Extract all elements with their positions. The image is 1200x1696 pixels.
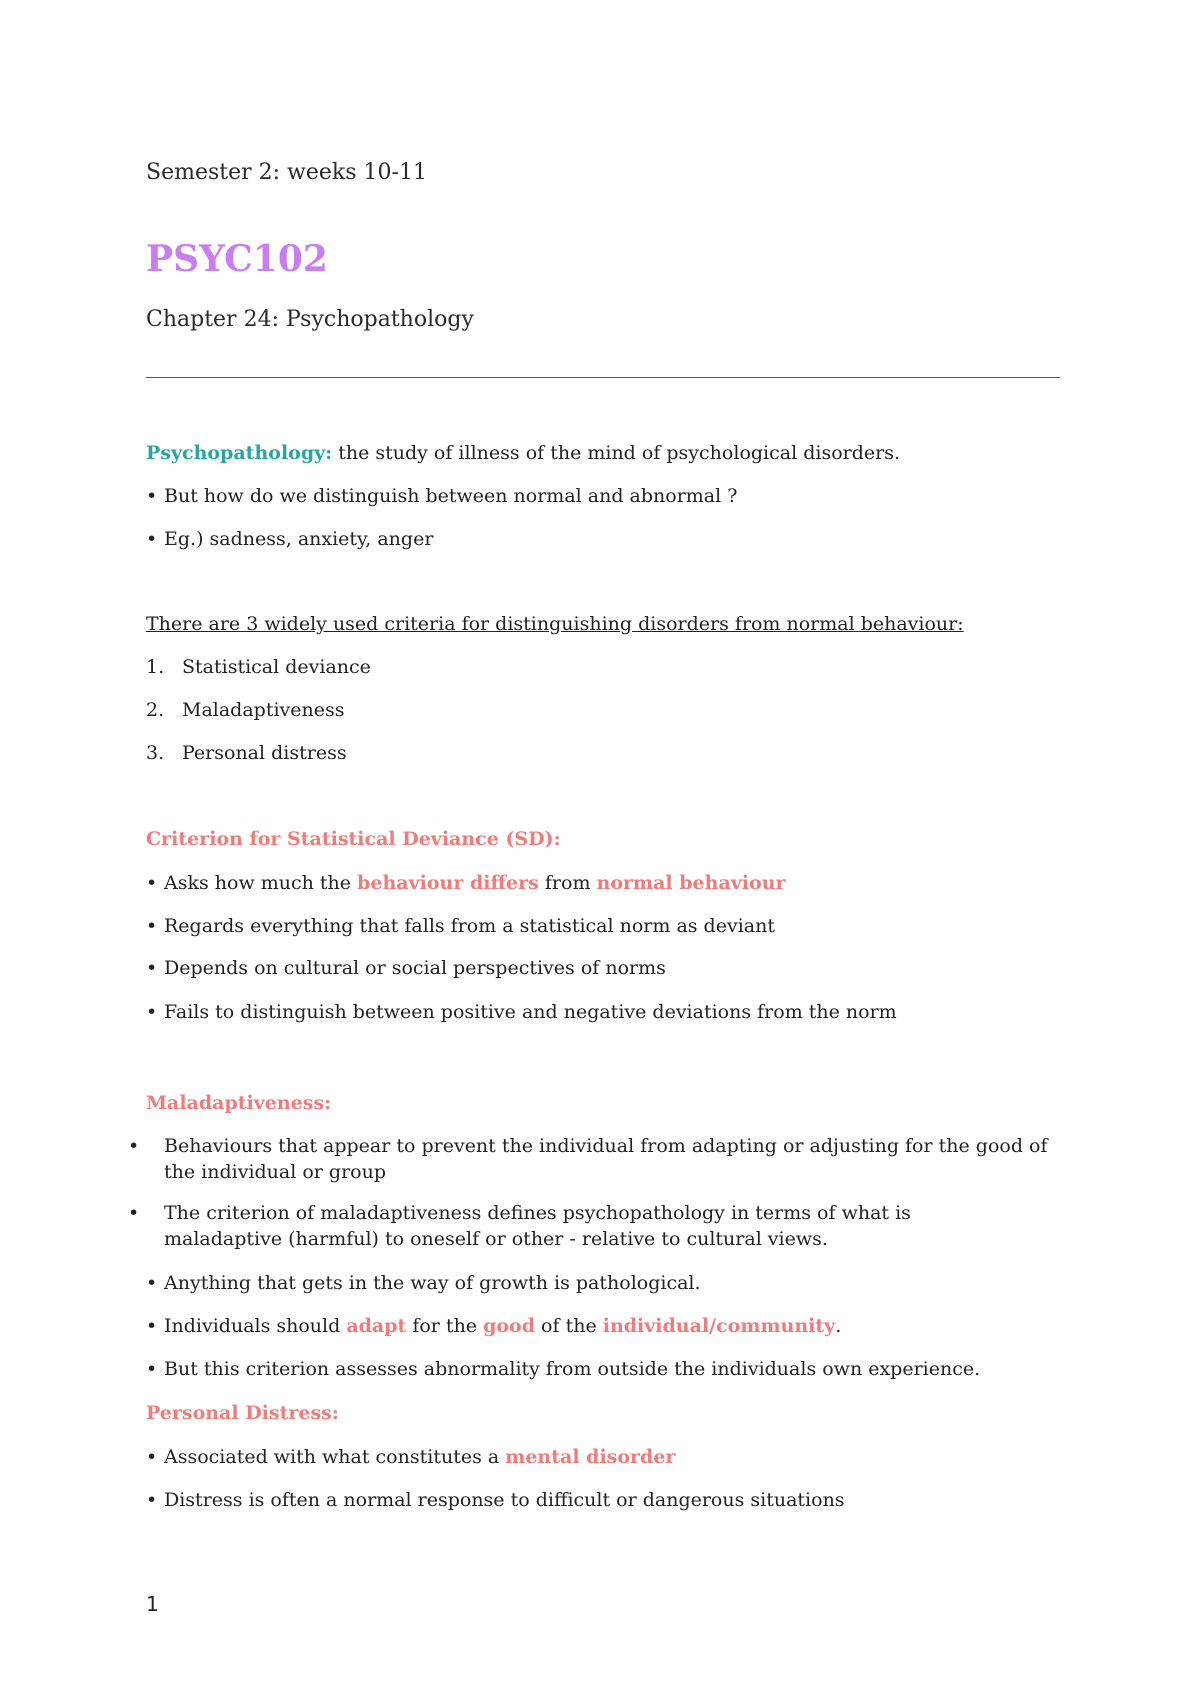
bullet-icon: • — [146, 1446, 158, 1468]
horizontal-divider — [146, 377, 1060, 378]
chapter-title: Chapter 24: Psychopathology — [146, 307, 474, 332]
bullet-icon: • — [146, 872, 158, 894]
bullet-icon: • — [146, 915, 158, 937]
criteria-item-1: 1. Statistical deviance — [146, 656, 371, 678]
definition-line — [146, 440, 900, 466]
mal-bullet-2: • The criterion of maladaptiveness defines psychopathology in terms of what is maladaptive (harmful) to oneself or other - relative to cultural views. — [128, 1202, 911, 1250]
semester-label: Semester 2: weeks 10-11 — [146, 160, 427, 185]
pd-bullet-1: • Associated with what constitutes a mental disorder — [146, 1446, 676, 1468]
intro-bullet-1: • But how do we distinguish between normal and abnormal ? — [146, 485, 738, 507]
bullet-icon: • — [146, 1315, 158, 1337]
sd-bullet-1: • Asks how much the behaviour differs from normal behaviour — [146, 872, 786, 894]
definition-text: the study of illness of the mind of psychological disorders. — [332, 442, 900, 464]
course-title: PSYC102 — [146, 238, 328, 280]
bullet-icon: • — [146, 1272, 158, 1294]
bullet-icon: • — [146, 528, 158, 550]
bullet-icon: • — [146, 485, 158, 507]
criteria-item-3: 3. Personal distress — [146, 742, 347, 764]
criteria-heading: There are 3 widely used criteria for distinguishing disorders from normal behaviour: — [146, 613, 964, 635]
bullet-icon: • — [128, 1135, 140, 1157]
page-number: 1 — [146, 1592, 159, 1616]
mal-bullet-1: • Behaviours that appear to prevent the individual from adapting or adjusting for the good of the individual or group — [128, 1135, 1048, 1183]
mal-bullet-3: • Anything that gets in the way of growth is pathological. — [146, 1272, 701, 1294]
pd-heading: Personal Distress: — [146, 1402, 339, 1424]
definition-term: Psychopathology: — [146, 442, 333, 464]
bullet-icon: • — [146, 1358, 158, 1380]
sd-bullet-4: • Fails to distinguish between positive and negative deviations from the norm — [146, 1001, 897, 1023]
mal-bullet-4: • Individuals should adapt for the good of the individual/community. — [146, 1315, 842, 1337]
bullet-icon: • — [146, 1489, 158, 1511]
criteria-item-2: 2. Maladaptiveness — [146, 699, 345, 721]
intro-bullet-2: • Eg.) sadness, anxiety, anger — [146, 528, 434, 550]
sd-bullet-2: • Regards everything that falls from a statistical norm as deviant — [146, 915, 775, 937]
bullet-icon: • — [146, 1001, 158, 1023]
mal-heading: Maladaptiveness: — [146, 1092, 332, 1114]
pd-bullet-2: • Distress is often a normal response to difficult or dangerous situations — [146, 1489, 845, 1511]
mal-bullet-5: • But this criterion assesses abnormality from outside the individuals own experience. — [146, 1358, 981, 1380]
sd-bullet-3: • Depends on cultural or social perspectives of norms — [146, 957, 666, 979]
bullet-icon: • — [146, 957, 158, 979]
bullet-icon: • — [128, 1202, 140, 1224]
sd-heading: Criterion for Statistical Deviance (SD): — [146, 828, 561, 850]
